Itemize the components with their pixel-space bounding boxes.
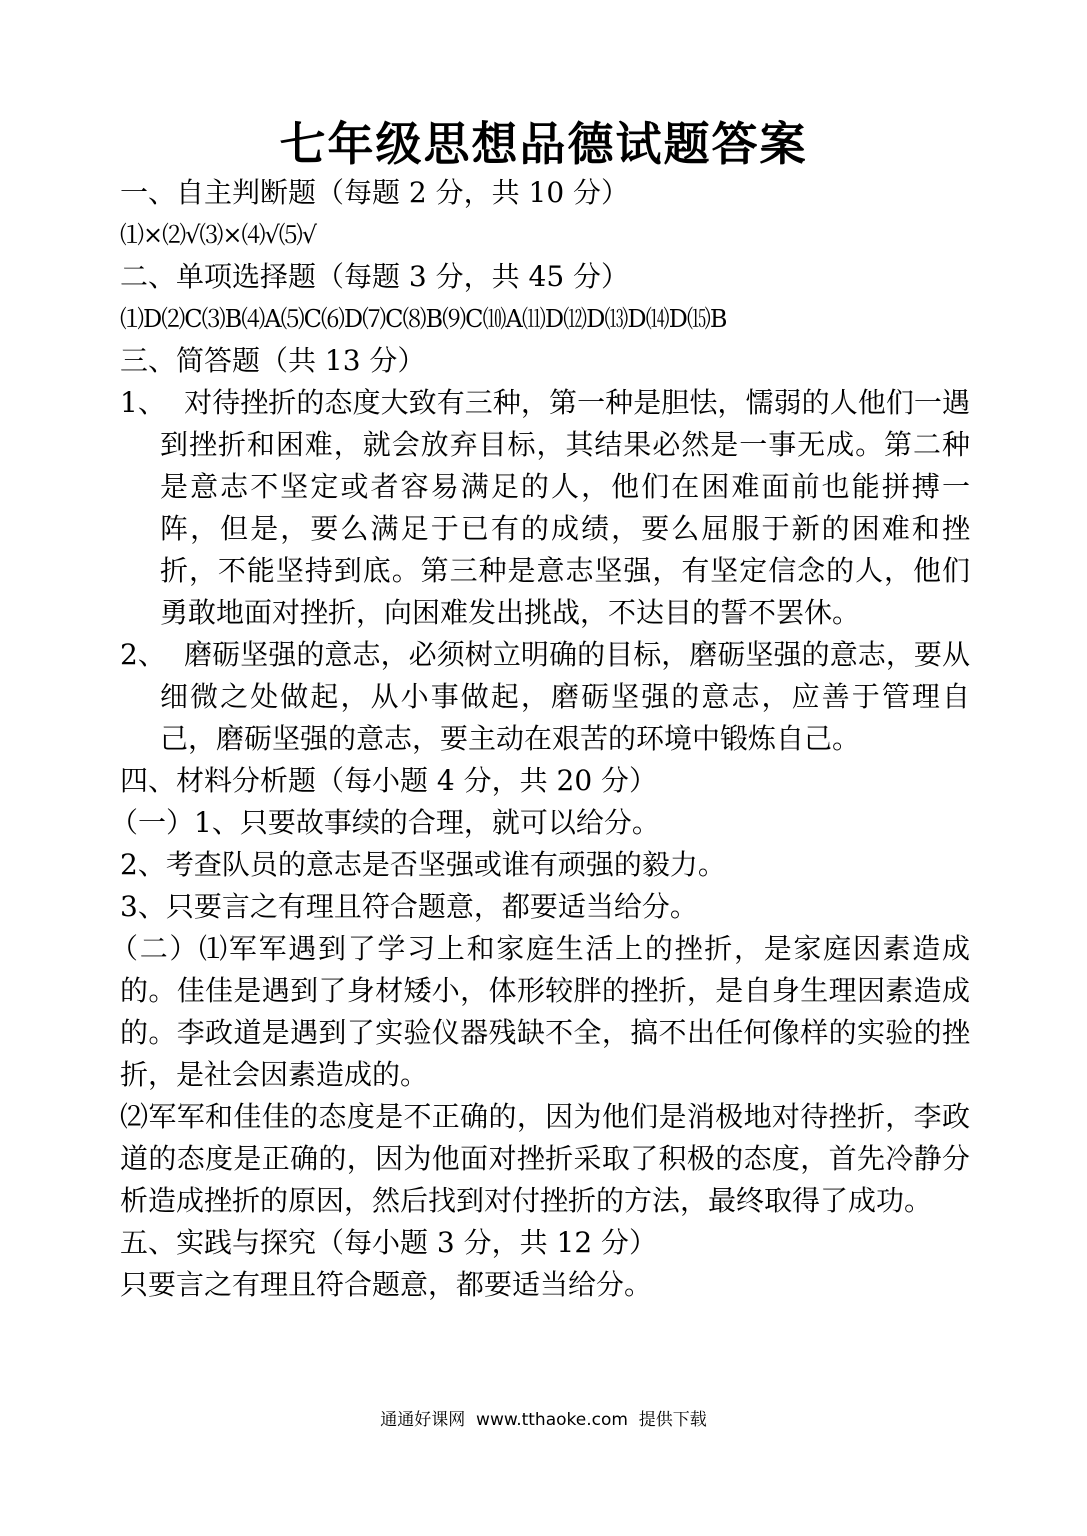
section5-heading: 五、实践与探究（每小题 3 分，共 12 分） xyxy=(120,1226,658,1259)
section4-heading: 四、材料分析题（每小题 4 分，共 20 分） xyxy=(120,764,658,797)
section4-part1-line: 2、考查队员的意志是否坚强或谁有顽强的毅力。 xyxy=(120,848,726,881)
section4-part1-line: 3、只要言之有理且符合题意，都要适当给分。 xyxy=(120,890,698,923)
section1-heading: 一、自主判断题（每题 2 分，共 10 分） xyxy=(120,176,630,209)
section2-answers: ⑴D⑵C⑶B⑷A⑸C⑹D⑺C⑻B⑼C⑽A⑾D⑿D⒀D⒁D⒂B xyxy=(120,305,727,333)
section4-part2-q1: （二）⑴军军遇到了学习上和家庭生活上的挫折，是家庭因素造成的。佳佳是遇到了身材矮小，体形较胖的挫折，是自身生理因素造成的。李政道是遇到了实验仪器残缺不全，搞不出任何像样的实验的挫折，是社会因素造成的。 xyxy=(110,932,970,1091)
section3-heading: 三、简答题（共 13 分） xyxy=(120,344,426,377)
section3-item xyxy=(120,634,970,760)
item-text: 对待挫折的态度大致有三种，第一种是胆怯，懦弱的人他们一遇到挫折和困难，就会放弃目标，其结果必然是一事无成。第二种是意志不坚定或者容易满足的人，他们在困难面前也能拼搏一阵，但是，要么满足于已有的成绩，要么屈服于新的困难和挫折，不能坚持到底。第三种是意志坚强，有坚定信念的人，他们勇敢地面对挫折，向困难发出挑战，不达目的誓不罢休。 xyxy=(160,386,970,629)
section4-part1-line: （一）1、只要故事续的合理，就可以给分。 xyxy=(110,806,660,839)
answer-content xyxy=(110,172,970,1306)
item-number: 2、 xyxy=(120,638,166,671)
section2-heading: 二、单项选择题（每题 3 分，共 45 分） xyxy=(120,260,630,293)
page-title: 七年级思想品德试题答案 xyxy=(279,117,808,171)
item-text: 磨砺坚强的意志，必须树立明确的目标，磨砺坚强的意志，要从细微之处做起，从小事做起，磨砺坚强的意志，应善于管理自己，磨砺坚强的意志，要主动在艰苦的环境中锻炼自己。 xyxy=(160,638,970,755)
section3-item xyxy=(120,382,970,634)
section5-text: 只要言之有理且符合题意，都要适当给分。 xyxy=(120,1268,653,1301)
section1-answers: ⑴×⑵√⑶×⑷√⑸√ xyxy=(120,221,317,249)
footer-source: 通通好课网 www.tthaoke.com 提供下载 xyxy=(380,1410,707,1430)
item-number: 1、 xyxy=(120,386,166,419)
section4-part2-q2: ⑵军军和佳佳的态度是不正确的，因为他们是消极地对待挫折，李政道的态度是正确的，因为他面对挫折采取了积极的态度，首先冷静分析造成挫折的原因，然后找到对付挫折的方法，最终取得了成功。 xyxy=(120,1100,970,1217)
